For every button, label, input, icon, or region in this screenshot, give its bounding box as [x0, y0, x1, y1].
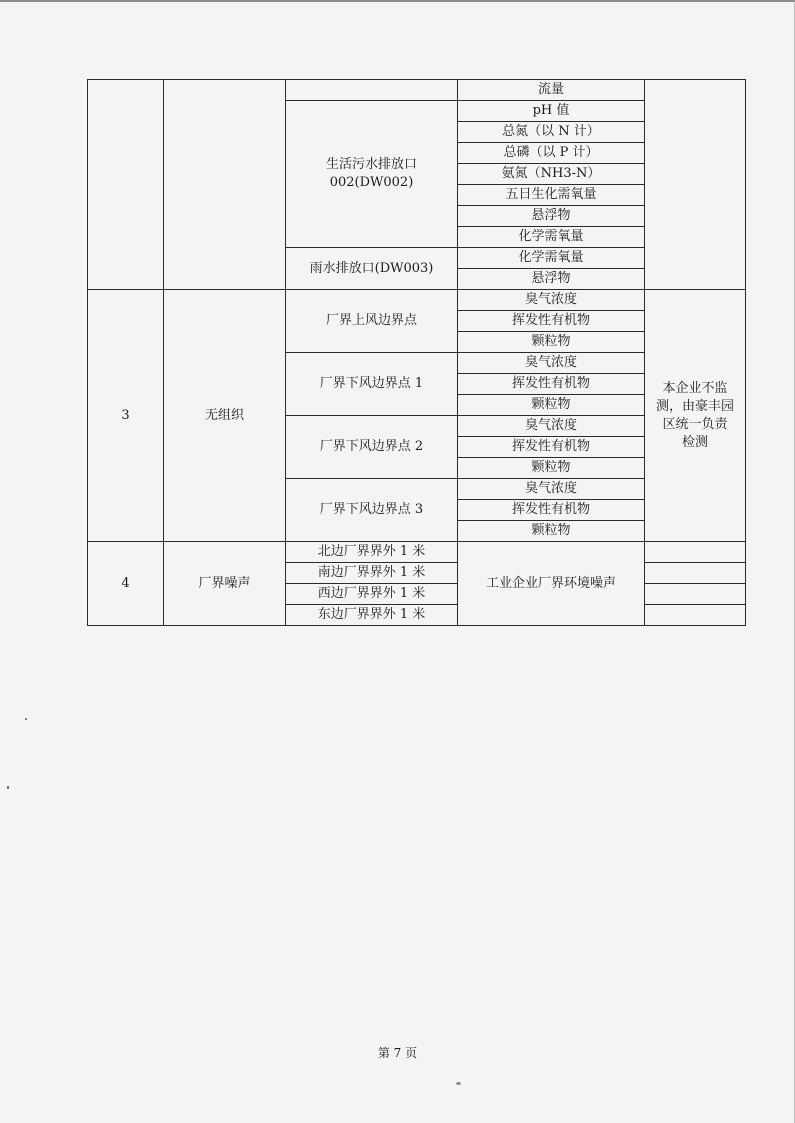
- cell-item: 颗粒物: [458, 395, 645, 416]
- cell-item: 臭气浓度: [458, 353, 645, 374]
- cell-category: 无组织: [164, 290, 286, 542]
- cell-item: 臭气浓度: [458, 416, 645, 437]
- cell-outlet-003: 雨水排放口(DW003): [286, 248, 458, 290]
- cell-remark-empty: [645, 542, 746, 563]
- cell-item: 臭气浓度: [458, 479, 645, 500]
- cell-item: 挥发性有机物: [458, 437, 645, 458]
- cell-item: 颗粒物: [458, 332, 645, 353]
- cell-outlet-empty: [286, 80, 458, 101]
- cell-point: 厂界下风边界点 2: [286, 416, 458, 479]
- cell-point: 北边厂界界外 1 米: [286, 542, 458, 563]
- cell-item: pH 值: [458, 101, 645, 122]
- monitoring-table: [87, 79, 746, 626]
- cell-item: 臭气浓度: [458, 290, 645, 311]
- table-row: [88, 290, 746, 311]
- cell-item: 挥发性有机物: [458, 374, 645, 395]
- cell-point: 厂界下风边界点 3: [286, 479, 458, 542]
- cell-outlet-002: 生活污水排放口 002(DW002): [286, 101, 458, 248]
- scan-speck: [456, 1082, 461, 1085]
- cell-category: 厂界噪声: [164, 542, 286, 626]
- cell-item: 挥发性有机物: [458, 311, 645, 332]
- cell-item: 挥发性有机物: [458, 500, 645, 521]
- scan-speck: [25, 718, 27, 720]
- table-row: [88, 80, 746, 101]
- cell-remark-empty: [645, 563, 746, 584]
- cell-remark: 本企业不监 测，由豪丰园 区统一负责 检测: [645, 290, 746, 542]
- cell-item: 颗粒物: [458, 458, 645, 479]
- cell-remark-empty: [645, 605, 746, 626]
- cell-item: 化学需氧量: [458, 248, 645, 269]
- cell-no-empty: [88, 80, 164, 290]
- page-number: 第 7 页: [377, 1046, 418, 1060]
- cell-point: 厂界下风边界点 1: [286, 353, 458, 416]
- cell-item: 颗粒物: [458, 521, 645, 542]
- cell-point: 东边厂界界外 1 米: [286, 605, 458, 626]
- cell-remark-empty: [645, 584, 746, 605]
- cell-point: 南边厂界界外 1 米: [286, 563, 458, 584]
- cell-point: 厂界上风边界点: [286, 290, 458, 353]
- cell-category-empty: [164, 80, 286, 290]
- cell-no: 3: [88, 290, 164, 542]
- cell-item: 悬浮物: [458, 269, 645, 290]
- cell-remark-empty: [645, 80, 746, 290]
- cell-item: 总氮（以 N 计）: [458, 122, 645, 143]
- scan-speck: [7, 786, 9, 789]
- cell-item: 化学需氧量: [458, 227, 645, 248]
- cell-item: 工业企业厂界环境噪声: [458, 542, 645, 626]
- cell-item: 总磷（以 P 计）: [458, 143, 645, 164]
- cell-item: 氨氮（NH3-N）: [458, 164, 645, 185]
- cell-no: 4: [88, 542, 164, 626]
- cell-item: 悬浮物: [458, 206, 645, 227]
- table-row: [88, 542, 746, 563]
- cell-item: 五日生化需氧量: [458, 185, 645, 206]
- cell-item: 流量: [458, 80, 645, 101]
- cell-point: 西边厂界界外 1 米: [286, 584, 458, 605]
